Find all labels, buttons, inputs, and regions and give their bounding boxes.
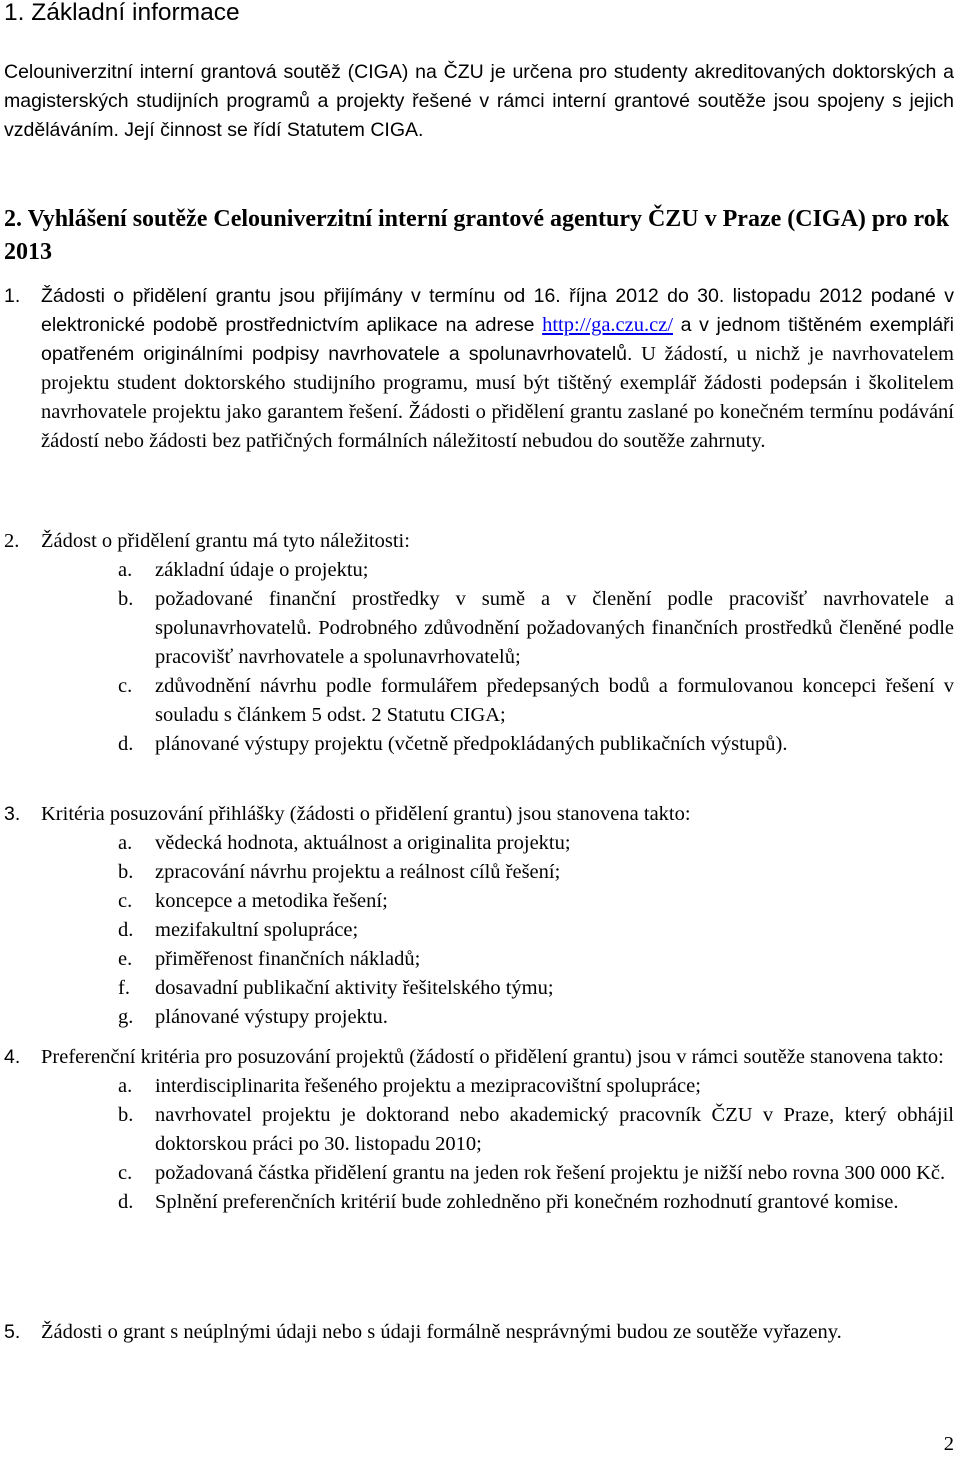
list-item-text: Žádost o přidělení grantu má tyto náležitosti: [41, 530, 410, 552]
list-item-2 [4, 527, 954, 759]
sub-item: f. dosavadní publikační aktivity řešitelského týmu; [118, 977, 554, 999]
list-item-number: 4. [4, 1046, 21, 1068]
sub-item: c. požadovaná částka přidělení grantu na jeden rok řešení projektu je nižší nebo rovna 300 000 Kč. [118, 1162, 946, 1184]
list-item-number: 3. [4, 803, 21, 825]
list-item-number: 1. [4, 285, 21, 307]
list-item-text: Žádosti o grant s neúplnými údaji nebo s údaji formálně nesprávnými budou ze soutěže vyřazeny. [41, 1321, 842, 1343]
list-item-3 [4, 800, 954, 1032]
sub-item: a. interdisciplinarita řešeného projektu a mezipracovištní spolupráce; [118, 1075, 701, 1097]
sub-item: a. základní údaje o projektu; [118, 559, 369, 581]
sub-item: a. vědecká hodnota, aktuálnost a originalita projektu; [118, 832, 571, 854]
sub-item: d. Splnění preferenčních kritérií bude zohledněno při konečném rozhodnutí grantové komise. [118, 1191, 899, 1213]
application-link[interactable]: http://ga.czu.cz/ [542, 314, 674, 336]
sub-item: b. navrhovatel projektu je doktorand nebo akademický pracovník ČZU v Praze, který obhájil doktorskou práci po 30. listopadu 2010; [118, 1104, 954, 1155]
sub-item: b. zpracování návrhu projektu a reálnost cílů řešení; [118, 861, 561, 883]
sub-item: b. požadované finanční prostředky v sumě a v členění podle pracovišť navrhovatele a spolunavrhovatelů. Podrobného zdůvodnění požadovaných finančních prostředků členěné podle pracovišť navrhovatele a spolunavrhovatelů; [118, 588, 954, 668]
sub-item: c. koncepce a metodika řešení; [118, 890, 388, 912]
list-item-1 [4, 282, 954, 456]
sub-item: e. přiměřenost finančních nákladů; [118, 948, 421, 970]
section-1-intro: Celouniverzitní interní grantová soutěž (CIGA) na ČZU je určena pro studenty akreditovaných doktorských a magisterských studijních programů a projekty řešené v rámci interní grantové soutěže jsou spojeny s jejich vzděláváním. Její činnost se řídí Statutem CIGA. [4, 61, 954, 141]
list-item-5 [4, 1318, 954, 1347]
sub-item: c. zdůvodnění návrhu podle formulářem předepsaných bodů a formulovanou koncepci řešení v souladu s článkem 5 odst. 2 Statutu CIGA; [118, 675, 954, 726]
sub-item: d. mezifakultní spolupráce; [118, 919, 359, 941]
list-item-number: 5. [4, 1321, 21, 1343]
sub-item: g. plánované výstupy projektu. [118, 1006, 388, 1028]
section-1-heading: 1. Základní informace [4, 0, 240, 26]
page-number: 2 [943, 1433, 954, 1455]
list-item-number: 2. [4, 530, 20, 552]
sub-item: d. plánované výstupy projektu (včetně předpokládaných publikačních výstupů). [118, 733, 788, 755]
list-item-text: Žádosti o přidělení grantu jsou přijímány v termínu od 16. října 2012 do 30. listopadu 2012 podané v elektronické podobě prostřednictvím aplikace na adrese http://ga.czu.cz/ a v jednom tištěném exempláři opatřeném originálními podpisy navrhovatele a spolunavrhovatelů. U žádostí, u nichž je navrhovatelem projektu student doktorského studijního programu, musí být tištěný exemplář žádosti podepsán i školitelem navrhovatele projektu jako garantem řešení. Žádosti o přidělení grantu zaslané po konečném termínu podávání žádostí nebo žádosti bez patřičných formálních náležitostí nebudou do soutěže zahrnuty. [41, 285, 954, 452]
list-item-4 [4, 1043, 954, 1217]
list-item-text: Kritéria posuzování přihlášky (žádosti o přidělení grantu) jsou stanovena takto: [41, 803, 691, 825]
list-item-text: Preferenční kritéria pro posuzování projektů (žádostí o přidělení grantu) jsou v rámci soutěže stanovena takto: [41, 1046, 944, 1068]
section-2-heading: 2. Vyhlášení soutěže Celouniverzitní interní grantové agentury ČZU v Praze (CIGA) pro rok 2013 [4, 206, 950, 265]
